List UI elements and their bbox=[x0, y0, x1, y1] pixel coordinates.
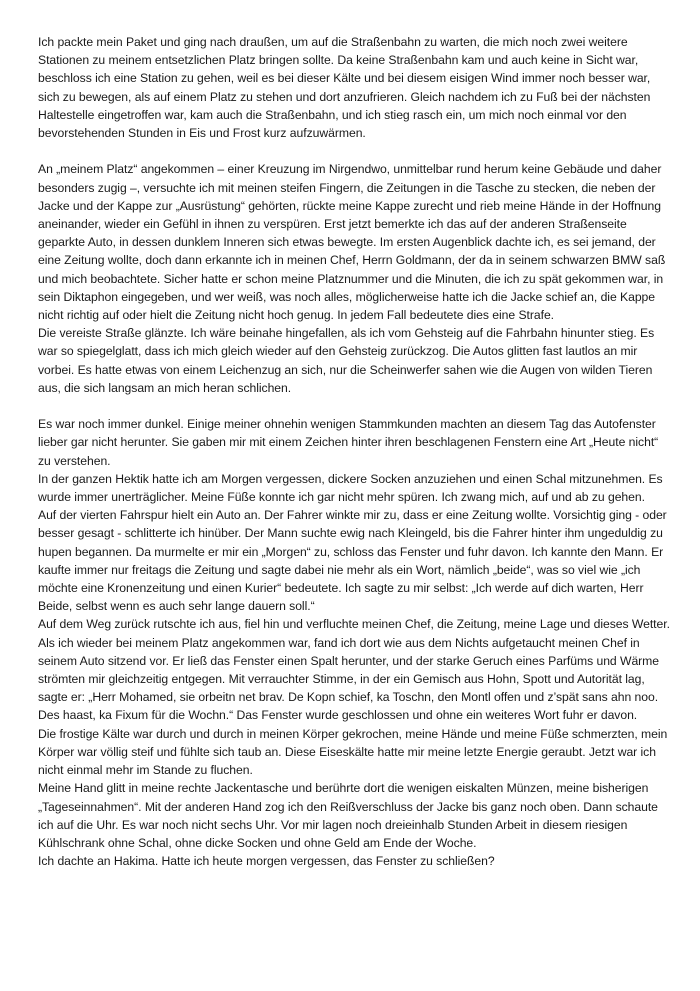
paragraph-gap bbox=[38, 397, 672, 415]
paragraph-gap bbox=[38, 142, 672, 160]
paragraph-1: Ich packte mein Paket und ging nach draußen, um auf die Straßenbahn zu warten, die mich noch zwei weitere Stationen zu meinem entsetzlichen Platz bringen sollte. Da keine Straßenbahn kam und auch keine in Sicht war, beschloss ich eine Station zu gehen, weil es bei dieser Kälte und bei diesem eisigen Wind immer noch besser war, sich zu bewegen, als auf einem Platz zu stehen und dort anzufrieren. Gleich nachdem ich zu Fuß bei der nächsten Haltestelle eingetroffen war, kam auch die Straßenbahn, und ich stieg rasch ein, um mich noch einmal vor den bevorstehenden Stunden in Eis und Frost kurz aufzuwärmen. bbox=[38, 35, 651, 141]
paragraph-3: Es war noch immer dunkel. Einige meiner ohnehin wenigen Stammkunden machten an diesem Tag das Autofenster lieber gar nicht herunter. Sie gaben mir mit einem Zeichen hinter ihren beschlagenen Fenstern eine Art „Heute nicht“ zu verstehen. In der ganzen Hektik hatte ich am Morgen vergessen, dickere Socken anzuziehen und einen Schal mitzunehmen. Es wurde immer unerträglicher. Meine Füße konnte ich gar nicht mehr spüren. Ich zwang mich, auf und ab zu gehen. Auf der vierten Fahrspur hielt ein Auto an. Der Fahrer winkte mir zu, dass er eine Zeitung wollte. Vorsichtig ging - oder besser gesagt - schlitterte ich hinüber. Der Mann suchte ewig nach Kleingeld, bis die Fahrer hinter ihm ungeduldig zu hupen begannen. Da murmelte er mir ein „Morgen“ zu, schloss das Fenster und fuhr davon. Ich kannte den Mann. Er kaufte immer nur freitags die Zeitung und sagte dabei nie mehr als ein Wort, nämlich „beide“, was so viel wie „ich möchte eine Kronenzeitung und einen Kurier“ bedeutete. Ich sagte zu mir selbst: „Ich werde auf dich warten, Herr Beide, selbst wenn es auch sehr lange dauern soll.“ Auf dem Weg zurück rutschte ich aus, fiel hin und verfluchte meinen Chef, die Zeitung, meine Lage und dieses Wetter. Als ich wieder bei meinem Platz angekommen war, fand ich dort wie aus dem Nichts aufgetaucht meinen Chef in seinem Auto sitzend vor. Er ließ das Fenster einen Spalt herunter, und der starke Geruch eines Parfüms und Wärme strömten mir gleichzeitig entgegen. Mit verrauchter Stimme, in der ein Gemisch aus Hohn, Spott und Autorität lag, sagte er: „Herr Mohamed, sie orbeitn net brav. De Kopn schief, ka Toschn, den Montl offen und z’spät sans ahn noo. Des haast, ka Fixum für die Wochn.“ Das Fenster wurde geschlossen und ohne ein weiteres Wort fuhr er davon. Die frostige Kälte war durch und durch in meinen Körper gekrochen, meine Hände und meine Füße schmerzten, mein Körper war völlig steif und fühlte sich taub an. Diese Eiseskälte hatte mir meine letzte Energie geraubt. Jetzt war ich nicht einmal mehr im Stande zu fluchen. Meine Hand glitt in meine rechte Jackentasche und berührte dort die wenigen eiskalten Münzen, meine bisherigen „Tageseinnahmen“. Mit der anderen Hand zog ich den Reißverschluss der Jacke bis ganz noch oben. Dann schaute ich auf die Uhr. Es war noch nicht sechs Uhr. Vor mir lagen noch dreieinhalb Stunden Arbeit in diesem riesigen Kühlschrank ohne Schal, ohne dicke Socken und ohne Geld am Ende der Woche. Ich dachte an Hakima. Hatte ich heute morgen vergessen, das Fenster zu schließen? bbox=[38, 417, 670, 869]
document-page bbox=[38, 33, 672, 870]
paragraph-2: An „meinem Platz“ angekommen – einer Kreuzung im Nirgendwo, unmittelbar rund herum keine Gebäude und daher besonders zugig –, versuchte ich mit meinen steifen Fingern, die Zeitungen in die Tasche zu stecken, die neben der Jacke und der Kappe zur „Ausrüstung“ gehörten, rückte meine Kappe zurecht und rieb meine Hände in der Hoffnung aneinander, wieder ein Gefühl in ihnen zu verspüren. Erst jetzt bemerkte ich das auf der anderen Straßenseite geparkte Auto, in dessen dunklem Inneren sich etwas bewegte. Im ersten Augenblick dachte ich, es sei jemand, der eine Zeitung wollte, doch dann erkannte ich in meinen Chef, Herrn Goldmann, der da in seinem schwarzen BMW saß und mich beobachtete. Sicher hatte er schon meine Platznummer und die Minuten, die ich zu spät gekommen war, in sein Diktaphon eingegeben, und wer weiß, was noch alles, möglicherweise hatte ich die Jacke schief an, die Kappe nicht richtig auf oder hielt die Zeitung nicht hoch genug. In jedem Fall bedeutete dies eine Strafe. Die vereiste Straße glänzte. Ich wäre beinahe hingefallen, als ich vom Gehsteig auf die Fahrbahn hinunter stieg. Es war so spiegelglatt, dass ich mich gleich wieder auf den Gehsteig zurückzog. Die Autos glitten fast lautlos an mir vorbei. Es hatte etwas von einem Leichenzug an sich, nur die Scheinwerfer sahen wie die Augen von wilden Tieren aus, die sich langsam an mich heran schlichen. bbox=[38, 162, 666, 395]
